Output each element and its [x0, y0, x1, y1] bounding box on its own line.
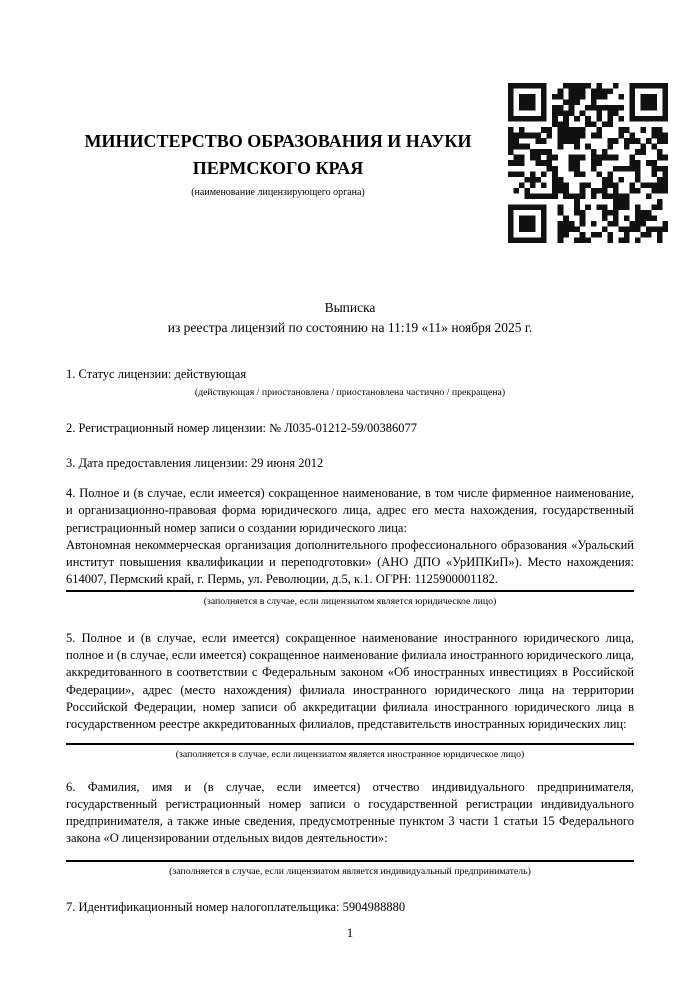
ministry-name-line1: МИНИСТЕРСТВО ОБРАЗОВАНИЯ И НАУКИ	[84, 131, 472, 151]
field-grant-date: 3. Дата предоставления лицензии: 29 июня 2012	[66, 456, 324, 470]
document-title: Выписка	[324, 300, 376, 315]
field-foreign-entity-label: 5. Полное и (в случае, если имеется) сокращенное наименование иностранного юридического лица, полное и (в случае, если имеется) сокращенное наименование филиала иностранного юридического лица, аккредитованного в соответствии с Федеральным законом «Об иностранных инвестициях в Российской Федерации», адрес (место нахождения) филиала иностранного юридического лица на территории Российской Федерации, номер записи об аккредитации филиала иностранного юридического лица в государственном реестре аккредитованных филиалов, представительств иностранных юридических лиц:	[66, 630, 634, 732]
field-legal-entity-value: Автономная некоммерческая организация дополнительного профессионального образования «Уральский институт повышения квалификации и переподготовки» (АНО ДПО «УрИПКиП»). Место нахождения: 614007, Пермский край, г. Пермь, ул. Революции, д.5, к.1. ОГРН: 1125900001182.	[66, 537, 634, 592]
field-foreign-entity-value	[66, 734, 634, 745]
field-license-status-note: (действующая / приостановлена / приостановлена частично / прекращена)	[194, 387, 506, 398]
document-subtitle: из реестра лицензий по состоянию на 11:19 «11» ноября 2025 г.	[167, 320, 533, 335]
qr-code	[508, 83, 668, 243]
document-body	[0, 298, 700, 916]
field-registration-number: 2. Регистрационный номер лицензии: № Л035-01212-59/00386077	[66, 421, 417, 435]
document-title-block	[66, 298, 634, 338]
ministry-name-line2: ПЕРМСКОГО КРАЯ	[192, 158, 364, 178]
field-taxpayer-number: 7. Идентификационный номер налогоплательщика: 5904988880	[66, 899, 406, 914]
field-license-status: 1. Статус лицензии: действующая	[66, 367, 247, 381]
document-header	[0, 0, 700, 298]
field-legal-entity-note: (заполняется в случае, если лицензиатом является юридическое лицо)	[203, 595, 497, 607]
field-foreign-entity-note: (заполняется в случае, если лицензиатом является иностранное юридическое лицо)	[175, 748, 525, 760]
field-legal-entity-label: 4. Полное и (в случае, если имеется) сокращенное наименование, в том числе фирменное наименование, и организационно-правовая форма юридического лица, адрес его места нахождения, государственный регистрационный номер записи о создании юридического лица:	[66, 486, 634, 535]
field-entrepreneur-note: (заполняется в случае, если лицензиатом является индивидуальный предприниматель)	[169, 865, 531, 877]
page-number: 1	[346, 926, 354, 940]
ministry-note: (наименование лицензирующего органа)	[191, 187, 365, 198]
issuing-authority-block	[66, 128, 490, 200]
field-entrepreneur-label: 6. Фамилия, имя и (в случае, если имеется) отчество индивидуального предпринимателя, государственный регистрационный номер записи о государственной регистрации индивидуального предпринимателя, а также иные сведения, предусмотренные пунктом 3 части 1 статьи 15 Федерального закона «О лицензировании отдельных видов деятельности»:	[66, 779, 634, 846]
field-entrepreneur-value	[66, 848, 634, 862]
